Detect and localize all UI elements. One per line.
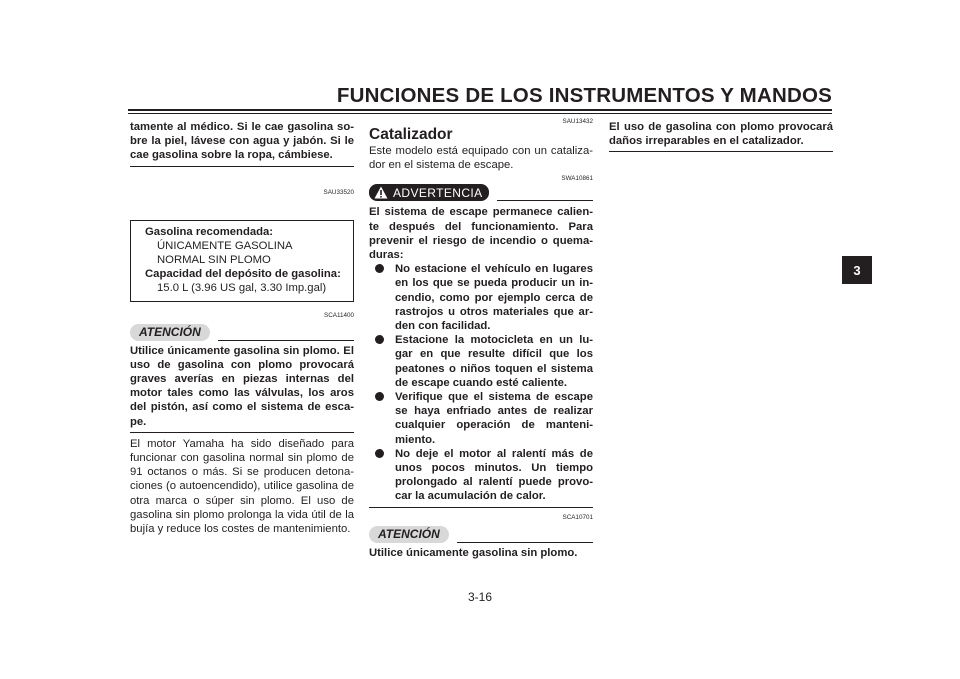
spec-value-fuel-2: NORMAL SIN PLOMO [157,254,271,267]
page-title: FUNCIONES DE LOS INSTRUMENTOS Y MANDOS [336,84,832,107]
reference-code: SCA11400 [324,311,354,319]
spec-value-fuel-1: ÚNICAMENTE GASOLINA [157,239,293,252]
header-rule-thin [128,113,832,114]
warning-intro: El sistema de escape permanece calien-te después del funcionamiento. Para prevenir el riesgo de incendio o quema-duras: [369,206,593,262]
warning-header [369,183,593,201]
warning-rule [497,200,593,201]
page-number: 3-16 [467,590,493,604]
list-item: No deje el motor al ralentí más de unos pocos minutos. Un tiempo prolongado al ralentí puede provo-car la acumulación de calor. [375,447,593,504]
warning-triangle-icon [374,186,388,199]
bullet-icon [375,264,384,273]
list-item: No estacione el vehículo en lugares en los que se pueda producir un in-cendio, como por ejemplo cerca de rastrojos u otros materiales que ar-den con facilidad. [375,262,593,333]
list-item: Verifique que el sistema de escape se haya enfriado antes de realizar cualquier operación de manteni-miento. [375,390,593,447]
reference-code: SAU13432 [562,118,593,125]
chapter-tab[interactable]: 3 [842,256,872,284]
warning-badge [369,184,489,201]
caution-continuation: El uso de gasolina con plomo provocará daños irreparables en el catalizador. [609,121,833,148]
spec-label-fuel: Gasolina recomendada: [145,225,274,238]
caution-text: Utilice únicamente gasolina sin plomo. El uso de gasolina con plomo provocará graves averías en piezas internas del motor tales como las válvulas, los aros del pistón, así como el sistema de esca-pe. [130,344,354,428]
section-divider [130,166,354,167]
caution-end-rule [609,151,833,152]
column-1 [130,120,354,536]
caution-rule [457,542,593,543]
reference-code: SWA10861 [561,175,593,183]
intro-paragraph: Este modelo está equipado con un cataliza-dor en el sistema de escape. [369,145,593,172]
warning-continuation: tamente al médico. Si le cae gasolina so-bre la piel, lávese con agua y jabón. Si le cae gasolina sobre la ropa, cámbiese. [130,121,354,162]
reference-code: SCA10701 [562,513,593,521]
caution-badge: ATENCIÓN [369,526,449,543]
list-item: Estacione la motocicleta en un lu-gar en que resulte difícil que los peatones o niños toquen el sistema de escape cuando esté caliente. [375,333,593,390]
caution-text: Utilice únicamente gasolina sin plomo. [369,546,578,559]
bullet-icon [375,335,384,344]
caution-rule [218,340,354,341]
section-heading: Catalizador [369,126,453,143]
warning-badge-label: ADVERTENCIA [393,185,483,200]
warning-list [369,262,593,503]
warning-end-rule [369,507,593,508]
body-paragraph: El motor Yamaha ha sido diseñado para funcionar con gasolina normal sin plomo de 91 octanos o más. Si se producen detona-ciones (o autoencendido), utilice gasolina de otra marca o súper sin plomo. El uso de gasolina sin plomo prolonga la vida útil de la bujía y reduce los costes de mantenimiento. [130,437,354,536]
fuel-spec-box [130,220,354,302]
column-2 [369,120,593,560]
spec-value-capacity: 15.0 L (3.96 US gal, 3.30 Imp.gal) [157,282,327,295]
caution-badge: ATENCIÓN [130,324,210,341]
bullet-icon [375,449,384,458]
reference-code: SAU33520 [323,188,354,196]
spec-label-capacity: Capacidad del depósito de gasolina: [145,268,341,281]
caution-header [130,323,354,341]
header-rule [128,109,832,111]
column-3 [609,120,833,152]
caution-end-rule [130,432,354,433]
caution-header [369,525,593,543]
bullet-icon [375,392,384,401]
